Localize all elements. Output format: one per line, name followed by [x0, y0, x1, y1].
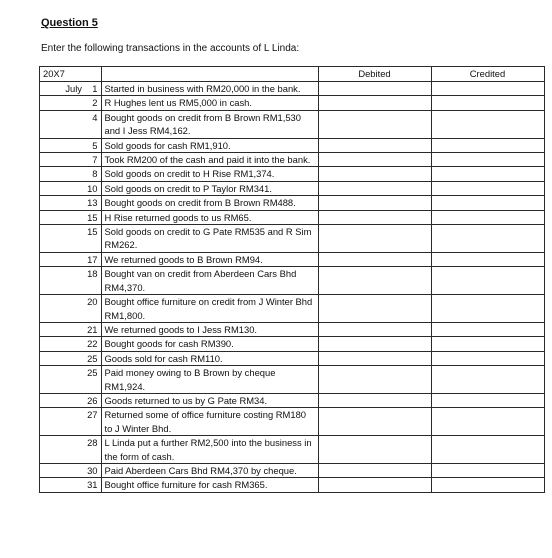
row-day: 17: [85, 252, 101, 266]
table-row: [40, 82, 545, 96]
row-day: 15: [85, 225, 101, 253]
row-day: 5: [85, 138, 101, 152]
row-day: 25: [85, 351, 101, 365]
row-description: Bought goods for cash RM390.: [101, 337, 318, 351]
table-row: [40, 351, 545, 365]
row-credited-cell[interactable]: [431, 393, 544, 407]
table-row: [40, 408, 545, 436]
question-instruction: Enter the following transactions in the accounts of L Linda:: [41, 43, 300, 54]
row-debited-cell[interactable]: [318, 351, 431, 365]
table-row: [40, 181, 545, 195]
row-debited-cell[interactable]: [318, 436, 431, 464]
row-description: We returned goods to B Brown RM94.: [101, 252, 318, 266]
table-row: [40, 322, 545, 336]
row-credited-cell[interactable]: [431, 110, 544, 138]
row-description: Paid money owing to B Brown by cheque RM1,924.: [101, 366, 318, 394]
description-header: [101, 67, 318, 82]
row-debited-cell[interactable]: [318, 393, 431, 407]
row-description: Bought van on credit from Aberdeen Cars Bhd RM4,370.: [101, 267, 318, 295]
table-row: [40, 366, 545, 394]
table-row: [40, 210, 545, 224]
row-credited-cell[interactable]: [431, 138, 544, 152]
row-debited-cell[interactable]: [318, 267, 431, 295]
table-row: [40, 110, 545, 138]
row-description: Sold goods on credit to G Pate RM535 and R Sim RM262.: [101, 225, 318, 253]
row-description: Paid Aberdeen Cars Bhd RM4,370 by cheque.: [101, 463, 318, 477]
row-credited-cell[interactable]: [431, 210, 544, 224]
row-month: [40, 267, 86, 295]
question-title: Question 5: [41, 17, 98, 29]
row-description: Bought goods on credit from B Brown RM1,530 and I Jess RM4,162.: [101, 110, 318, 138]
row-description: H Rise returned goods to us RM65.: [101, 210, 318, 224]
row-day: 31: [85, 478, 101, 492]
table-row: [40, 252, 545, 266]
row-debited-cell[interactable]: [318, 366, 431, 394]
row-month: July: [40, 82, 86, 96]
row-description: Bought office furniture for cash RM365.: [101, 478, 318, 492]
row-debited-cell[interactable]: [318, 96, 431, 110]
row-debited-cell[interactable]: [318, 82, 431, 96]
table-row: [40, 295, 545, 323]
row-debited-cell[interactable]: [318, 463, 431, 477]
row-month: [40, 408, 86, 436]
row-debited-cell[interactable]: [318, 167, 431, 181]
row-month: [40, 337, 86, 351]
row-debited-cell[interactable]: [318, 181, 431, 195]
row-debited-cell[interactable]: [318, 196, 431, 210]
row-credited-cell[interactable]: [431, 153, 544, 167]
row-month: [40, 196, 86, 210]
table-row: [40, 153, 545, 167]
row-month: [40, 181, 86, 195]
row-month: [40, 138, 86, 152]
row-debited-cell[interactable]: [318, 252, 431, 266]
row-credited-cell[interactable]: [431, 408, 544, 436]
row-day: 1: [85, 82, 101, 96]
row-day: 26: [85, 393, 101, 407]
row-month: [40, 463, 86, 477]
row-day: 27: [85, 408, 101, 436]
row-credited-cell[interactable]: [431, 337, 544, 351]
row-credited-cell[interactable]: [431, 351, 544, 365]
table-row: [40, 337, 545, 351]
row-day: 20: [85, 295, 101, 323]
row-credited-cell[interactable]: [431, 463, 544, 477]
row-credited-cell[interactable]: [431, 252, 544, 266]
table-row: [40, 463, 545, 477]
table-row: [40, 167, 545, 181]
row-month: [40, 366, 86, 394]
row-day: 15: [85, 210, 101, 224]
row-description: Sold goods on credit to P Taylor RM341.: [101, 181, 318, 195]
row-debited-cell[interactable]: [318, 153, 431, 167]
row-debited-cell[interactable]: [318, 138, 431, 152]
row-day: 8: [85, 167, 101, 181]
table-row: [40, 436, 545, 464]
row-day: 13: [85, 196, 101, 210]
row-month: [40, 322, 86, 336]
row-month: [40, 351, 86, 365]
row-day: 18: [85, 267, 101, 295]
table-row: [40, 267, 545, 295]
row-description: Sold goods on credit to H Rise RM1,374.: [101, 167, 318, 181]
table-row: [40, 96, 545, 110]
row-debited-cell[interactable]: [318, 337, 431, 351]
row-description: Took RM200 of the cash and paid it into the bank.: [101, 153, 318, 167]
row-credited-cell[interactable]: [431, 181, 544, 195]
row-day: 30: [85, 463, 101, 477]
row-description: Started in business with RM20,000 in the bank.: [101, 82, 318, 96]
row-debited-cell[interactable]: [318, 110, 431, 138]
credited-header: Credited: [431, 67, 544, 82]
row-description: Sold goods for cash RM1,910.: [101, 138, 318, 152]
row-credited-cell[interactable]: [431, 225, 544, 253]
row-day: 2: [85, 96, 101, 110]
row-description: Returned some of office furniture costing RM180 to J Winter Bhd.: [101, 408, 318, 436]
transactions-table: [39, 66, 545, 493]
transactions-table-body: [40, 67, 545, 493]
row-month: [40, 252, 86, 266]
row-credited-cell[interactable]: [431, 196, 544, 210]
row-day: 10: [85, 181, 101, 195]
table-row: [40, 225, 545, 253]
row-description: Bought goods on credit from B Brown RM488.: [101, 196, 318, 210]
row-month: [40, 436, 86, 464]
row-description: Goods returned to us by G Pate RM34.: [101, 393, 318, 407]
row-debited-cell[interactable]: [318, 210, 431, 224]
table-row: [40, 478, 545, 492]
row-month: [40, 393, 86, 407]
row-credited-cell[interactable]: [431, 478, 544, 492]
row-day: 22: [85, 337, 101, 351]
row-debited-cell[interactable]: [318, 478, 431, 492]
row-month: [40, 110, 86, 138]
row-description: R Hughes lent us RM5,000 in cash.: [101, 96, 318, 110]
row-credited-cell[interactable]: [431, 82, 544, 96]
row-description: We returned goods to I Jess RM130.: [101, 322, 318, 336]
row-credited-cell[interactable]: [431, 295, 544, 323]
row-debited-cell[interactable]: [318, 408, 431, 436]
row-credited-cell[interactable]: [431, 436, 544, 464]
row-debited-cell[interactable]: [318, 295, 431, 323]
row-month: [40, 478, 86, 492]
row-credited-cell[interactable]: [431, 167, 544, 181]
row-month: [40, 96, 86, 110]
row-description: Bought office furniture on credit from J Winter Bhd RM1,800.: [101, 295, 318, 323]
row-credited-cell[interactable]: [431, 322, 544, 336]
row-month: [40, 295, 86, 323]
row-debited-cell[interactable]: [318, 322, 431, 336]
row-day: 7: [85, 153, 101, 167]
row-month: [40, 167, 86, 181]
row-description: L Linda put a further RM2,500 into the business in the form of cash.: [101, 436, 318, 464]
row-month: [40, 225, 86, 253]
table-row: [40, 393, 545, 407]
year-header: 20X7: [40, 67, 86, 82]
row-credited-cell[interactable]: [431, 366, 544, 394]
table-row: [40, 138, 545, 152]
row-day: 4: [85, 110, 101, 138]
row-month: [40, 153, 86, 167]
day-header: [85, 67, 101, 82]
row-day: 25: [85, 366, 101, 394]
row-day: 28: [85, 436, 101, 464]
row-description: Goods sold for cash RM110.: [101, 351, 318, 365]
row-day: 21: [85, 322, 101, 336]
row-credited-cell[interactable]: [431, 267, 544, 295]
row-month: [40, 210, 86, 224]
row-credited-cell[interactable]: [431, 96, 544, 110]
row-debited-cell[interactable]: [318, 225, 431, 253]
table-row: [40, 196, 545, 210]
table-header-row: [40, 67, 545, 82]
debited-header: Debited: [318, 67, 431, 82]
